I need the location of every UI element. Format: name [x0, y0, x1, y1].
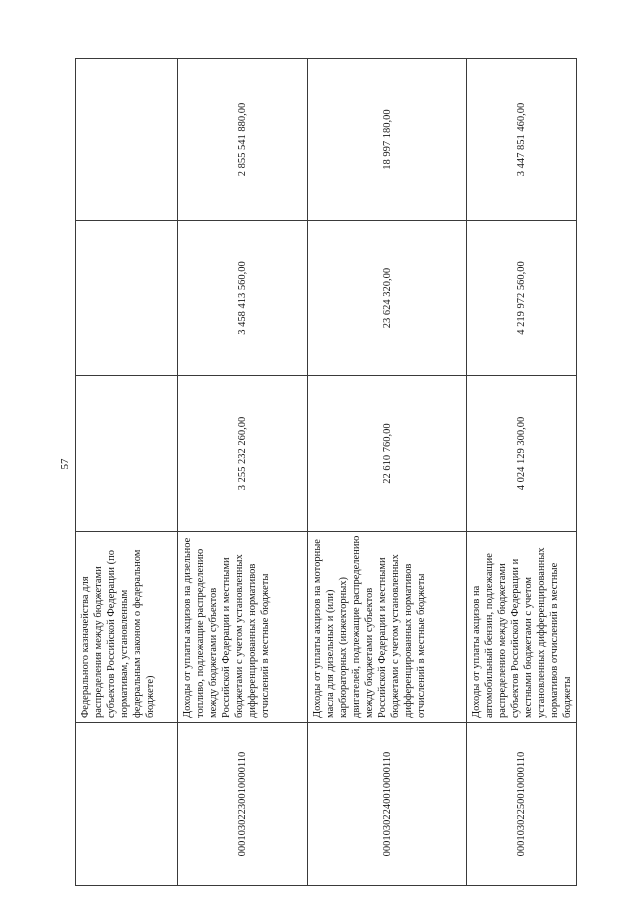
amount-cell: 22 610 760,00 [308, 376, 467, 532]
amount-cell [76, 221, 178, 376]
revenue-name-cell: Доходы от уплаты акцизов на моторные масла для дизельных и (или) карбюраторных (инжекторных) двигателей, подлежащие распределению между бюджетами субъектов Российской Федерации и местными бюджетами с учетом установленных дифференцированных нормативов отчислений в местные бюджеты [308, 532, 467, 723]
revenue-name-cell: Доходы от уплаты акцизов на автомобильный бензин, подлежащие распределению между бюджетами субъектов Российской Федерации и местными бюджетами с учетом установленных дифференцированных нормативов отчислений в местные бюджеты [467, 532, 577, 723]
kbk-code-cell: 00010302250010000110 [467, 723, 577, 886]
table-row [76, 59, 178, 886]
amount-cell: 4 024 129 300,00 [467, 376, 577, 532]
amount-cell: 4 219 972 560,00 [467, 221, 577, 376]
amount-cell: 18 997 180,00 [308, 59, 467, 221]
kbk-code-cell: 00010302230010000110 [178, 723, 308, 886]
table-row [178, 59, 308, 886]
page-number: 57 [59, 458, 71, 470]
amount-cell [76, 59, 178, 221]
amount-cell: 3 447 851 460,00 [467, 59, 577, 221]
amount-cell: 2 855 541 880,00 [178, 59, 308, 221]
amount-cell: 3 458 413 560,00 [178, 221, 308, 376]
kbk-code-cell: 00010302240010000110 [308, 723, 467, 886]
amount-cell: 23 624 320,00 [308, 221, 467, 376]
revenue-table-sheet [75, 59, 573, 886]
revenue-name-cell: Федерального казначейства для распределения между бюджетами субъектов Российской Федерации (по нормативам, установленным федеральным законом о федеральном бюджете) [76, 532, 178, 723]
amount-cell [76, 376, 178, 532]
table-row [467, 59, 577, 886]
kbk-code-cell [76, 723, 178, 886]
revenue-table [75, 58, 577, 886]
table-row [308, 59, 467, 886]
amount-cell: 3 255 232 260,00 [178, 376, 308, 532]
revenue-name-cell: Доходы от уплаты акцизов на дизельное топливо, подлежащие распределению между бюджетами субъектов Российской Федерации и местными бюджетами с учетом установленных дифференцированных нормативов отчислений в местные бюджеты [178, 532, 308, 723]
